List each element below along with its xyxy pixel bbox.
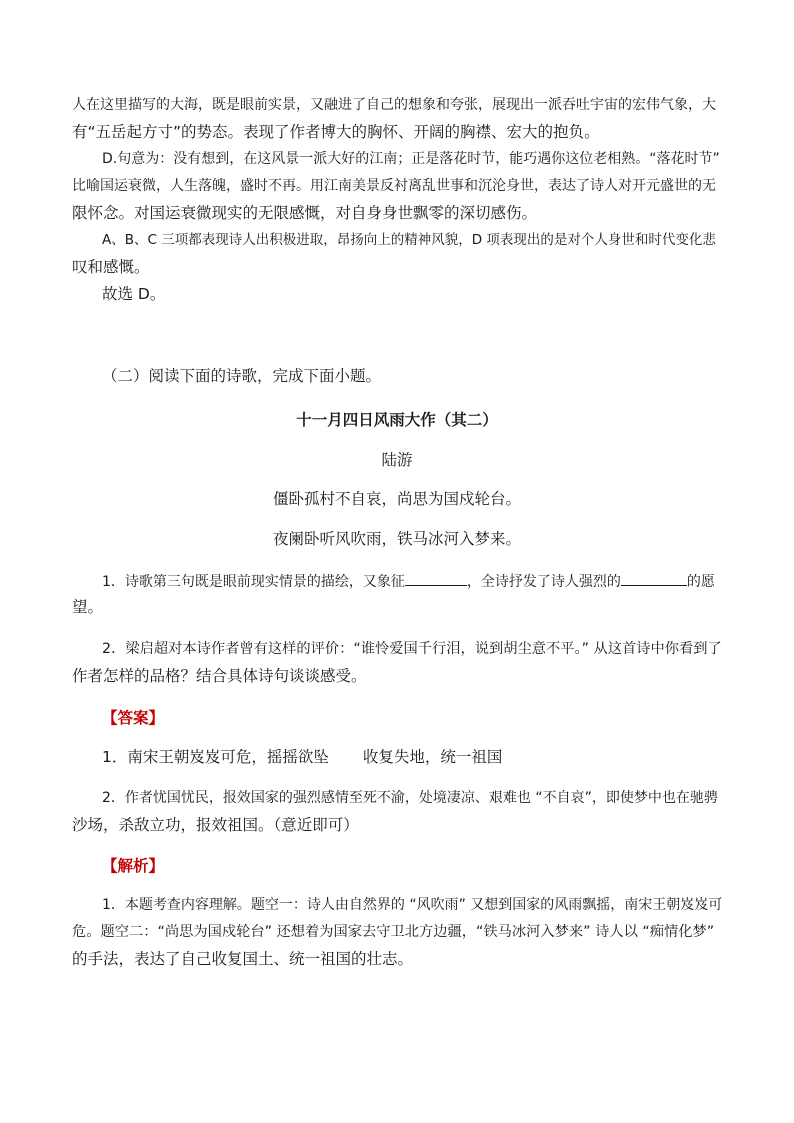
answer-2-continued: 沙场，杀敌立功，报效祖国。（意近即可） xyxy=(72,816,359,834)
analysis-line: 有“五岳起方寸”的势态。表现了作者博大的胸怀、开阔的胸襟、宏大的抱负。 xyxy=(72,123,600,141)
question-1-text: 1．诗歌第三句既是眼前现实情景的描绘，又象征 xyxy=(102,574,405,590)
explanation-line: 危。题空二：“尚思为国戍轮台” 还想着为国家去守卫北方边疆，“铁马冰河入梦来” 诗人以 “痴情化梦” xyxy=(72,924,715,940)
choice-conclusion: 故选 D。 xyxy=(102,285,166,303)
analysis-summary-line: 叹和感慨。 xyxy=(72,258,150,276)
analysis-option-d-line: 比喻国运衰微，人生落魄，盛时不再。用江南美景反衬离乱世事和沉沦身世，表达了诗人对开元盛世的无 xyxy=(72,178,716,194)
answer-2: 2．作者忧国忧民，报效国家的强烈感情至死不渝，处境凄凉、艰难也 “不自哀”，即使梦中也在驰骋 xyxy=(102,790,718,806)
poem-author: 陆游 xyxy=(381,451,413,469)
answer-1 xyxy=(102,747,502,767)
explanation-line: 1．本题考查内容理解。题空一：诗人由自然界的 “风吹雨” 又想到国家的风雨飘摇，南宋王朝岌岌可 xyxy=(102,897,723,913)
answer-1-blank-2-text: 收复失地，统一祖国 xyxy=(362,748,503,766)
question-1-text: ，全诗抒发了诗人强烈的 xyxy=(466,574,621,590)
analysis-line: 人在这里描写的大海，既是眼前实景，又融进了自己的想象和夸张，展现出一派吞吐宇宙的宏伟气象，大 xyxy=(72,97,716,113)
question-1-text: 的愿 xyxy=(686,574,715,590)
question-1 xyxy=(102,570,715,592)
section-intro: （二）阅读下面的诗歌，完成下面小题。 xyxy=(102,367,382,385)
analysis-option-d-line: 限怀念。对国运衰微现实的无限感慨，对自身身世飘零的深切感伤。 xyxy=(72,204,538,222)
poem-line: 夜阑卧听风吹雨，铁马冰河入梦来。 xyxy=(272,530,521,548)
explanation-heading: 【解析】 xyxy=(102,857,165,875)
analysis-option-d-line: D.句意为：没有想到，在这风景一派大好的江南；正是落花时节，能巧遇你这位老相熟。“落花时节” xyxy=(102,151,720,167)
answer-heading: 【答案】 xyxy=(102,709,165,727)
question-2: 2．梁启超对本诗作者曾有这样的评价：“谁怜爱国千行泪，说到胡尘意不平。” 从这首诗中你看到了 xyxy=(102,641,722,657)
poem-line: 僵卧孤村不自哀，尚思为国戍轮台。 xyxy=(272,490,521,508)
question-1-continued: 望。 xyxy=(72,598,104,616)
question-2-continued: 作者怎样的品格？结合具体诗句谈谈感受。 xyxy=(72,667,367,685)
poem-title: 十一月四日风雨大作（其二） xyxy=(296,411,498,429)
explanation-line: 的手法，表达了自己收复国土、统一祖国的壮志。 xyxy=(72,950,414,968)
answer-1-blank-1-text: 1．南宋王朝岌岌可危，摇摇欲坠 xyxy=(102,748,329,766)
answer-blank-2 xyxy=(621,570,687,586)
answer-blank-1 xyxy=(405,570,467,586)
analysis-summary-line: A、B、C 三项都表现诗人出积极进取，昂扬向上的精神风貌，D 项表现出的是对个人身世和时代变化悲 xyxy=(102,232,716,248)
